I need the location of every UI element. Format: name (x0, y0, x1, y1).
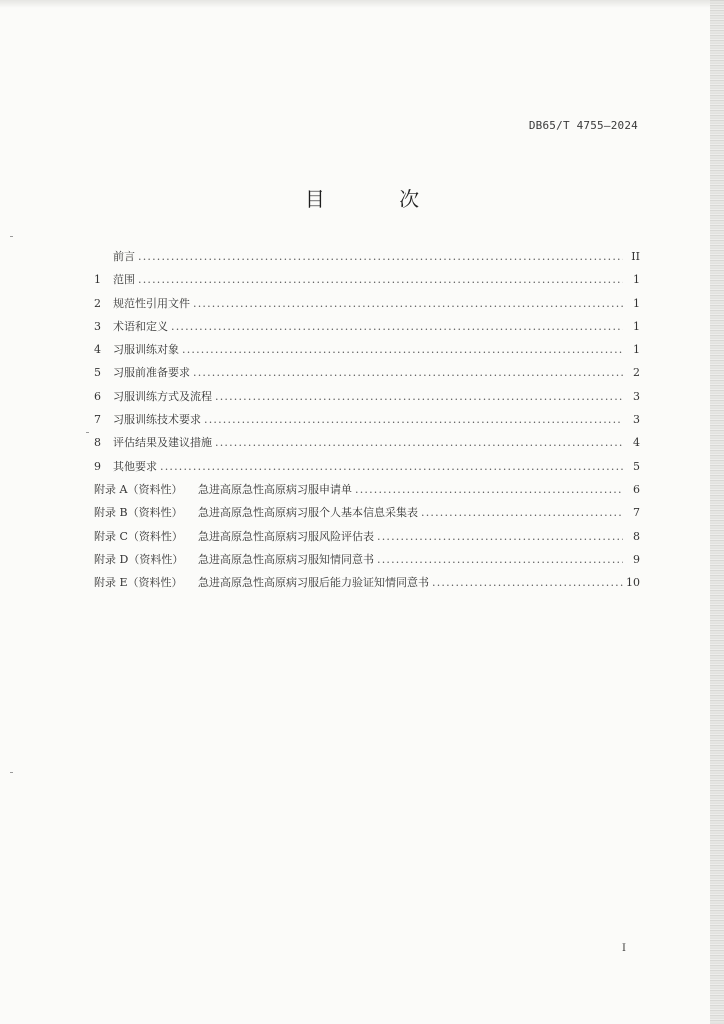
table-of-contents (94, 248, 640, 597)
toc-entry[interactable] (94, 341, 640, 364)
toc-entry[interactable] (94, 388, 640, 411)
scan-speck (86, 432, 89, 433)
toc-entry-page: 9 (633, 552, 640, 566)
toc-dot-leader (377, 530, 623, 543)
scan-speck (10, 772, 13, 773)
toc-entry-label: 急进高原急性高原病习服风险评估表 (198, 529, 374, 543)
toc-entry-label: 术语和定义 (113, 319, 168, 333)
toc-entry-number: 5 (94, 366, 101, 380)
toc-dot-leader (138, 250, 623, 263)
toc-entry[interactable] (94, 295, 640, 318)
toc-dot-leader (204, 413, 623, 426)
toc-entry-page: 2 (633, 366, 640, 380)
page-title: 目 次 (304, 187, 454, 211)
toc-entry-page: 5 (633, 459, 640, 473)
toc-entry[interactable] (94, 318, 640, 341)
toc-entry-number: 9 (94, 459, 101, 473)
toc-entry-number: 7 (94, 413, 101, 427)
toc-dot-leader (432, 576, 623, 589)
toc-entry[interactable] (94, 504, 640, 527)
toc-dot-leader (215, 436, 623, 449)
toc-entry-page: 10 (626, 576, 640, 590)
toc-dot-leader (193, 366, 623, 379)
toc-dot-leader (138, 273, 623, 286)
toc-entry[interactable] (94, 458, 640, 481)
toc-entry-prefix: 附录 A（资料性） (94, 482, 183, 496)
toc-entry-label: 习服训练方式及流程 (113, 389, 212, 403)
toc-entry-page: 1 (633, 319, 640, 333)
toc-entry-prefix: 附录 E（资料性） (94, 576, 183, 590)
toc-entry-label: 习服前准备要求 (113, 366, 190, 380)
toc-entry[interactable] (94, 411, 640, 434)
toc-entry[interactable] (94, 528, 640, 551)
toc-entry[interactable] (94, 551, 640, 574)
toc-dot-leader (182, 343, 623, 356)
toc-entry-label: 急进高原急性高原病习服知情同意书 (198, 552, 374, 566)
page-number: I (622, 943, 626, 954)
toc-entry-label: 习服训练技术要求 (113, 413, 201, 427)
toc-entry-page: 3 (633, 389, 640, 403)
toc-entry-page: 1 (633, 296, 640, 310)
toc-entry[interactable] (94, 481, 640, 504)
toc-entry-number: 1 (94, 273, 101, 287)
toc-entry-label: 急进高原急性高原病习服申请单 (198, 482, 352, 496)
standard-code: DB65/T 4755—2024 (528, 119, 638, 132)
toc-entry-label: 其他要求 (113, 459, 157, 473)
toc-dot-leader (193, 297, 623, 310)
toc-entry-page: 7 (633, 506, 640, 520)
toc-entry-number: 8 (94, 436, 101, 450)
toc-dot-leader (160, 460, 623, 473)
toc-entry[interactable] (94, 364, 640, 387)
toc-entry-page: 3 (633, 413, 640, 427)
scan-right-edge (710, 0, 724, 1024)
toc-entry-label: 急进高原急性高原病习服后能力验证知情同意书 (198, 576, 429, 590)
toc-entry-label: 急进高原急性高原病习服个人基本信息采集表 (198, 506, 418, 520)
toc-entry-label: 范围 (113, 273, 135, 287)
toc-entry-page: II (631, 250, 640, 263)
toc-entry-prefix: 附录 C（资料性） (94, 529, 183, 543)
toc-entry-label: 评估结果及建议措施 (113, 436, 212, 450)
toc-entry-label: 前言 (113, 250, 135, 263)
toc-entry-page: 8 (633, 529, 640, 543)
toc-entry-label: 规范性引用文件 (113, 296, 190, 310)
toc-entry-page: 1 (633, 343, 640, 357)
toc-entry-number: 4 (94, 343, 101, 357)
toc-entry[interactable] (94, 271, 640, 294)
toc-entry[interactable] (94, 248, 640, 271)
toc-entry-page: 4 (633, 436, 640, 450)
toc-dot-leader (355, 483, 623, 496)
toc-entry-number: 6 (94, 389, 101, 403)
toc-entry-prefix: 附录 B（资料性） (94, 506, 183, 520)
toc-dot-leader (421, 506, 623, 519)
toc-entry-number: 3 (94, 319, 101, 333)
toc-entry[interactable] (94, 434, 640, 457)
scan-top-edge (0, 0, 724, 8)
toc-entry[interactable] (94, 574, 640, 597)
toc-dot-leader (377, 553, 623, 566)
toc-dot-leader (215, 390, 623, 403)
toc-entry-label: 习服训练对象 (113, 343, 179, 357)
toc-entry-prefix: 附录 D（资料性） (94, 552, 184, 566)
toc-entry-page: 6 (633, 482, 640, 496)
scan-speck (10, 236, 13, 237)
toc-dot-leader (171, 320, 623, 333)
toc-entry-number: 2 (94, 296, 101, 310)
toc-entry-page: 1 (633, 273, 640, 287)
